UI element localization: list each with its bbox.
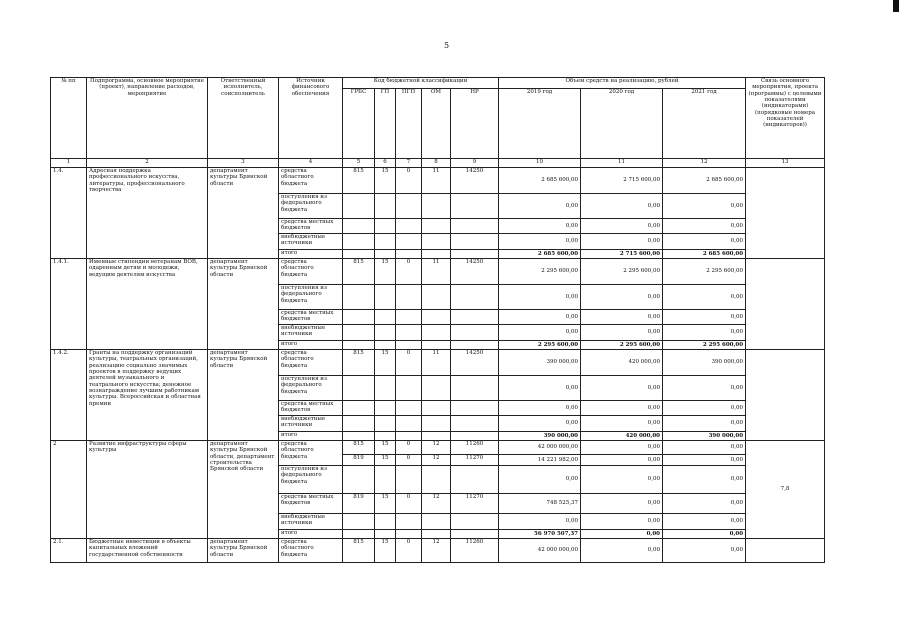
code-grbs: 819 — [343, 455, 375, 466]
code-om — [422, 416, 451, 432]
amount-2020: 0,00 — [581, 194, 663, 219]
amount-2021: 0,00 — [663, 376, 746, 401]
code-om — [422, 341, 451, 350]
amount-2019: 2 295 600,00 — [499, 259, 581, 285]
code-grbs — [343, 325, 375, 341]
amount-2021: 0,00 — [663, 494, 746, 514]
code-nr — [451, 285, 499, 310]
code-grbs — [343, 376, 375, 401]
funding-source: средства местных бюджетов — [279, 219, 343, 234]
code-om — [422, 310, 451, 325]
code-pgp: 0 — [396, 539, 422, 563]
code-pgp — [396, 341, 422, 350]
amount-2020: 0,00 — [581, 285, 663, 310]
amount-2019: 0,00 — [499, 416, 581, 432]
code-pgp — [396, 219, 422, 234]
executor: департамент культуры Брянской области — [208, 259, 279, 350]
code-gp — [375, 194, 396, 219]
code-om: 12 — [422, 539, 451, 563]
code-nr — [451, 514, 499, 530]
code-grbs: 815 — [343, 259, 375, 285]
column-index: 3 — [208, 159, 279, 168]
row-number: 2.1. — [51, 539, 87, 563]
amount-2020: 2 295 600,00 — [581, 259, 663, 285]
code-nr: 14250 — [451, 350, 499, 376]
column-index: 13 — [746, 159, 825, 168]
amount-2020: 0,00 — [581, 234, 663, 250]
code-nr: 11270 — [451, 455, 499, 466]
code-gp — [375, 432, 396, 441]
code-grbs — [343, 219, 375, 234]
code-gp — [375, 285, 396, 310]
amount-2021: 0,00 — [663, 194, 746, 219]
amount-2021: 0,00 — [663, 466, 746, 494]
code-pgp — [396, 325, 422, 341]
amount-2021: 0,00 — [663, 310, 746, 325]
amount-2020: 0,00 — [581, 441, 663, 455]
code-om — [422, 219, 451, 234]
amount-2019: 390 000,00 — [499, 350, 581, 376]
code-om — [422, 530, 451, 539]
code-nr: 11270 — [451, 494, 499, 514]
code-nr — [451, 325, 499, 341]
code-gp: 15 — [375, 539, 396, 563]
amount-2021: 390 000,00 — [663, 432, 746, 441]
code-gp — [375, 466, 396, 494]
amount-2020: 0,00 — [581, 494, 663, 514]
executor: департамент культуры Брянской области — [208, 350, 279, 441]
column-index: 11 — [581, 159, 663, 168]
header-2021: 2021 год — [663, 89, 746, 159]
amount-2019: 56 970 507,37 — [499, 530, 581, 539]
code-pgp — [396, 466, 422, 494]
code-grbs: 815 — [343, 441, 375, 455]
header-no: № пп — [51, 78, 87, 159]
amount-2020: 0,00 — [581, 310, 663, 325]
funding-source: средства местных бюджетов — [279, 401, 343, 416]
scan-edge-mark — [893, 0, 899, 12]
code-pgp: 0 — [396, 350, 422, 376]
code-nr — [451, 194, 499, 219]
header-pgp: ПГП — [396, 89, 422, 159]
code-om: 12 — [422, 441, 451, 455]
header-nr: НР — [451, 89, 499, 159]
indicator-link — [746, 539, 825, 563]
code-gp: 15 — [375, 441, 396, 455]
funding-source: итого — [279, 341, 343, 350]
amount-2021: 0,00 — [663, 455, 746, 466]
code-pgp — [396, 514, 422, 530]
amount-2019: 0,00 — [499, 514, 581, 530]
code-om — [422, 376, 451, 401]
funding-source: внебюджетные источники — [279, 514, 343, 530]
funding-source: средства областного бюджета — [279, 259, 343, 285]
amount-2019: 0,00 — [499, 376, 581, 401]
header-2019: 2019 год — [499, 89, 581, 159]
code-pgp — [396, 530, 422, 539]
table-row — [51, 539, 825, 563]
amount-2019: 2 685 600,00 — [499, 168, 581, 194]
column-index: 7 — [396, 159, 422, 168]
funding-source: внебюджетные источники — [279, 416, 343, 432]
amount-2020: 0,00 — [581, 455, 663, 466]
code-nr: 11260 — [451, 441, 499, 455]
funding-source: средства местных бюджетов — [279, 310, 343, 325]
amount-2019: 390 000,00 — [499, 432, 581, 441]
code-gp — [375, 219, 396, 234]
amount-2019: 0,00 — [499, 310, 581, 325]
code-grbs — [343, 310, 375, 325]
executor: департамент культуры Брянской области — [208, 168, 279, 259]
code-gp — [375, 401, 396, 416]
amount-2020: 0,00 — [581, 416, 663, 432]
measure-name: Развитие инфраструктуры сферы культуры — [87, 441, 208, 539]
table-row — [51, 168, 825, 194]
amount-2021: 0,00 — [663, 539, 746, 563]
funding-source: средства областного бюджета — [279, 441, 343, 466]
amount-2021: 0,00 — [663, 416, 746, 432]
amount-2019: 42 000 000,00 — [499, 539, 581, 563]
code-om: 12 — [422, 455, 451, 466]
column-index: 12 — [663, 159, 746, 168]
amount-2021: 0,00 — [663, 441, 746, 455]
code-gp — [375, 234, 396, 250]
amount-2019: 2 685 600,00 — [499, 250, 581, 259]
amount-2020: 0,00 — [581, 466, 663, 494]
code-gp: 15 — [375, 494, 396, 514]
amount-2019: 0,00 — [499, 285, 581, 310]
column-index: 6 — [375, 159, 396, 168]
funding-source: поступления из федерального бюджета — [279, 285, 343, 310]
code-nr — [451, 310, 499, 325]
amount-2020: 2 295 600,00 — [581, 341, 663, 350]
code-gp — [375, 514, 396, 530]
table-row — [51, 350, 825, 376]
amount-2020: 2 715 600,00 — [581, 250, 663, 259]
code-pgp — [396, 376, 422, 401]
header-executor: Ответственный исполнитель, соисполнитель — [208, 78, 279, 159]
amount-2021: 390 000,00 — [663, 350, 746, 376]
column-index: 2 — [87, 159, 208, 168]
indicator-link — [746, 259, 825, 350]
amount-2021: 0,00 — [663, 401, 746, 416]
amount-2020: 0,00 — [581, 539, 663, 563]
code-gp: 15 — [375, 259, 396, 285]
code-gp — [375, 376, 396, 401]
budget-table — [50, 77, 825, 563]
code-gp: 15 — [375, 168, 396, 194]
code-pgp — [396, 285, 422, 310]
amount-2019: 748 525,37 — [499, 494, 581, 514]
code-pgp — [396, 310, 422, 325]
column-index: 1 — [51, 159, 87, 168]
amount-2019: 42 000 000,00 — [499, 441, 581, 455]
amount-2020: 0,00 — [581, 401, 663, 416]
code-om: 11 — [422, 168, 451, 194]
amount-2020: 2 715 600,00 — [581, 168, 663, 194]
code-om — [422, 285, 451, 310]
code-nr — [451, 530, 499, 539]
code-om — [422, 401, 451, 416]
executor: департамент культуры Брянской области — [208, 539, 279, 563]
code-gp: 15 — [375, 350, 396, 376]
page-number: 5 — [444, 41, 450, 50]
funding-source: поступления из федерального бюджета — [279, 376, 343, 401]
funding-source: поступления из федерального бюджета — [279, 466, 343, 494]
amount-2019: 0,00 — [499, 325, 581, 341]
code-pgp — [396, 234, 422, 250]
measure-name: Гранты на поддержку организаций культуры, театральных организаций, реализацию социально значимых проектов в поддержку ведущих деятелей музыкального и театрального искусства; денежное вознаграждение лучшим работникам культуры. Всероссийская и областная премии — [87, 350, 208, 441]
amount-2019: 0,00 — [499, 466, 581, 494]
funding-source: итого — [279, 432, 343, 441]
funding-source: средства местных бюджетов — [279, 494, 343, 514]
code-grbs — [343, 234, 375, 250]
code-nr — [451, 376, 499, 401]
code-pgp — [396, 401, 422, 416]
code-grbs — [343, 514, 375, 530]
indicator-link: 7,8 — [746, 441, 825, 539]
amount-2021: 0,00 — [663, 325, 746, 341]
code-pgp — [396, 416, 422, 432]
row-number: 1.4.2. — [51, 350, 87, 441]
code-nr — [451, 341, 499, 350]
measure-name: Адресная поддержка профессионального искусства, литературы, профессионального творчества — [87, 168, 208, 259]
code-nr — [451, 432, 499, 441]
amount-2021: 2 295 600,00 — [663, 341, 746, 350]
column-index: 10 — [499, 159, 581, 168]
amount-2020: 0,00 — [581, 219, 663, 234]
funding-source: итого — [279, 530, 343, 539]
code-om — [422, 466, 451, 494]
table-row — [51, 259, 825, 285]
header-subprogram: Подпрограмма, основное мероприятие (проект), направление расходов, мероприятие — [87, 78, 208, 159]
amount-2021: 0,00 — [663, 219, 746, 234]
header-gp: ГП — [375, 89, 396, 159]
code-grbs: 815 — [343, 350, 375, 376]
row-number: 1.4.1. — [51, 259, 87, 350]
indicator-link — [746, 350, 825, 441]
amount-2021: 0,00 — [663, 514, 746, 530]
code-grbs: 815 — [343, 168, 375, 194]
header-source: Источник финансового обеспечения — [279, 78, 343, 159]
code-om — [422, 325, 451, 341]
column-index: 4 — [279, 159, 343, 168]
header-link: Связь основного мероприятия, проекта (программы) с целевыми показателями (индикаторами) (порядковые номера показателей (индикаторов)) — [746, 78, 825, 159]
code-gp — [375, 341, 396, 350]
code-grbs — [343, 530, 375, 539]
code-grbs — [343, 250, 375, 259]
code-pgp: 0 — [396, 455, 422, 466]
code-nr — [451, 250, 499, 259]
code-grbs — [343, 341, 375, 350]
amount-2020: 420 000,00 — [581, 432, 663, 441]
amount-2020: 0,00 — [581, 376, 663, 401]
amount-2021: 2 685 600,00 — [663, 250, 746, 259]
amount-2021: 2 685 600,00 — [663, 168, 746, 194]
amount-2020: 0,00 — [581, 514, 663, 530]
code-pgp: 0 — [396, 168, 422, 194]
code-nr — [451, 219, 499, 234]
column-index: 8 — [422, 159, 451, 168]
code-om — [422, 250, 451, 259]
code-gp — [375, 310, 396, 325]
code-om: 11 — [422, 259, 451, 285]
header-2020: 2020 год — [581, 89, 663, 159]
code-grbs — [343, 416, 375, 432]
code-nr: 14250 — [451, 168, 499, 194]
header-grbs: ГРБС — [343, 89, 375, 159]
code-om — [422, 514, 451, 530]
table-row — [51, 441, 825, 455]
executor: департамент культуры Брянской области, департамент строительства Брянской области — [208, 441, 279, 539]
code-om: 11 — [422, 350, 451, 376]
code-grbs — [343, 466, 375, 494]
code-gp — [375, 250, 396, 259]
funding-source: поступления из федерального бюджета — [279, 194, 343, 219]
code-grbs — [343, 432, 375, 441]
amount-2019: 0,00 — [499, 219, 581, 234]
code-nr: 14250 — [451, 259, 499, 285]
amount-2021: 0,00 — [663, 234, 746, 250]
amount-2019: 2 295 600,00 — [499, 341, 581, 350]
row-number: 1.4. — [51, 168, 87, 259]
amount-2019: 0,00 — [499, 194, 581, 219]
amount-2020: 420 000,00 — [581, 350, 663, 376]
code-nr: 11260 — [451, 539, 499, 563]
code-om — [422, 234, 451, 250]
code-grbs — [343, 401, 375, 416]
code-nr — [451, 401, 499, 416]
code-grbs: 815 — [343, 539, 375, 563]
code-pgp — [396, 432, 422, 441]
funding-source: внебюджетные источники — [279, 234, 343, 250]
code-pgp: 0 — [396, 441, 422, 455]
code-om — [422, 432, 451, 441]
code-nr — [451, 234, 499, 250]
code-grbs — [343, 194, 375, 219]
column-index: 5 — [343, 159, 375, 168]
code-gp — [375, 530, 396, 539]
amount-2021: 0,00 — [663, 285, 746, 310]
amount-2019: 0,00 — [499, 234, 581, 250]
indicator-link — [746, 168, 825, 259]
header-amount: Объем средств на реализацию, рублей — [499, 78, 746, 89]
measure-name: Именные стипендии ветеранам ВОВ, одаренным детям и молодежи, ведущим деятелям искусства — [87, 259, 208, 350]
funding-source: средства областного бюджета — [279, 539, 343, 563]
funding-source: итого — [279, 250, 343, 259]
funding-source: средства областного бюджета — [279, 168, 343, 194]
amount-2021: 2 295 600,00 — [663, 259, 746, 285]
code-pgp: 0 — [396, 259, 422, 285]
code-pgp — [396, 250, 422, 259]
amount-2019: 0,00 — [499, 401, 581, 416]
code-om: 12 — [422, 494, 451, 514]
code-pgp — [396, 194, 422, 219]
code-grbs: 819 — [343, 494, 375, 514]
measure-name: Бюджетные инвестиции в объекты капитальных вложений государственной собственности — [87, 539, 208, 563]
code-grbs — [343, 285, 375, 310]
code-nr — [451, 416, 499, 432]
code-nr — [451, 466, 499, 494]
funding-source: внебюджетные источники — [279, 325, 343, 341]
header-om: ОМ — [422, 89, 451, 159]
row-number: 2 — [51, 441, 87, 539]
code-pgp: 0 — [396, 494, 422, 514]
code-om — [422, 194, 451, 219]
amount-2019: 14 221 982,00 — [499, 455, 581, 466]
header-budget-code: Код бюджетной классификации — [343, 78, 499, 89]
amount-2020: 0,00 — [581, 530, 663, 539]
funding-source: средства областного бюджета — [279, 350, 343, 376]
column-index: 9 — [451, 159, 499, 168]
code-gp — [375, 325, 396, 341]
amount-2020: 0,00 — [581, 325, 663, 341]
code-gp — [375, 416, 396, 432]
code-gp: 15 — [375, 455, 396, 466]
amount-2021: 0,00 — [663, 530, 746, 539]
